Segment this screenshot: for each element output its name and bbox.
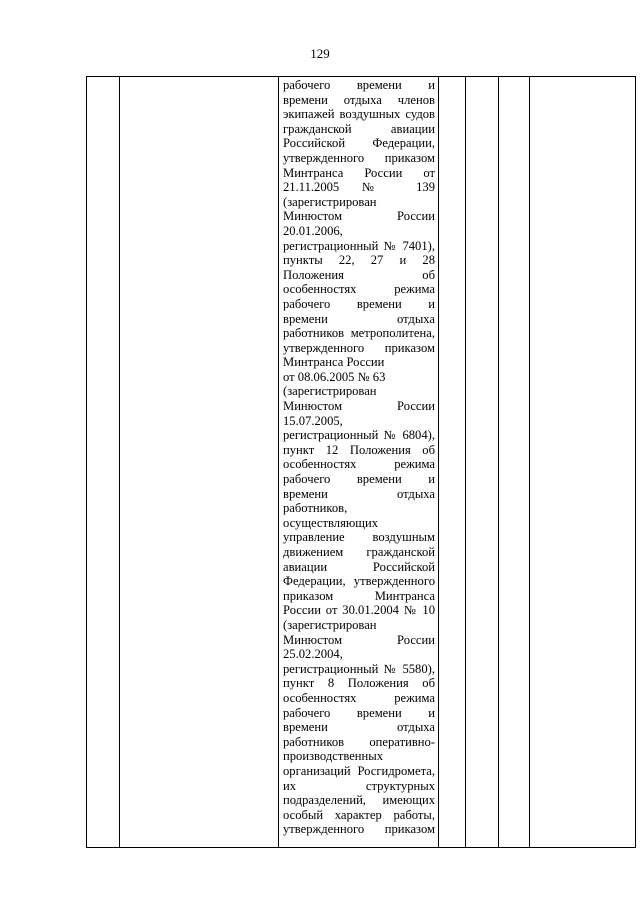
text-line: осуществляющих	[283, 515, 379, 530]
text-line: Положения об	[283, 267, 435, 282]
table-cell-7	[530, 77, 636, 848]
text-line: регистрационный № 7401),	[283, 238, 435, 253]
text-line: рабочего времени и	[283, 705, 435, 720]
text-line: движением гражданской	[283, 545, 435, 559]
text-line: авиации Российской	[283, 559, 435, 574]
text-line: управление воздушным	[283, 530, 435, 545]
legal-basis-text	[279, 77, 438, 837]
text-line: Федерации, утвержденного	[283, 574, 435, 589]
text-line: организаций Росгидромета,	[283, 763, 435, 778]
text-line: рабочего времени и	[283, 296, 435, 311]
text-line: работников,	[283, 501, 348, 516]
text-line: времени отдыха членов	[283, 92, 435, 107]
text-line: Минтранса России	[283, 355, 385, 370]
text-line: регистрационный № 6804),	[283, 428, 435, 443]
text-line: 20.01.2006,	[283, 223, 343, 238]
text-line: утвержденного приказом	[283, 340, 435, 355]
text-line: приказом Минтранса	[283, 588, 435, 603]
text-line: гражданской авиации	[283, 121, 435, 136]
text-line: рабочего времени и	[283, 472, 435, 487]
text-line: их структурных	[283, 778, 435, 793]
text-line: особенностях режима	[283, 282, 435, 297]
text-line: особенностях режима	[283, 457, 435, 472]
text-line: утвержденного приказом	[283, 822, 435, 837]
page-number: 129	[310, 46, 330, 61]
table-cell-5	[466, 77, 499, 848]
text-line: Минюстом России	[283, 632, 435, 647]
table-cell-2	[120, 77, 279, 848]
text-line: времени отдыха	[283, 720, 435, 735]
text-line: времени отдыха	[283, 311, 435, 326]
table-cell-legal-basis	[279, 77, 439, 848]
table-row	[87, 77, 636, 848]
text-line: экипажей воздушных судов	[283, 107, 435, 122]
text-line: рабочего времени и	[283, 78, 435, 92]
text-line: работников оперативно-	[283, 734, 435, 749]
text-line: (зарегистрирован	[283, 194, 377, 209]
text-line: (зарегистрирован	[283, 617, 377, 632]
text-line: регистрационный № 5580),	[283, 661, 435, 676]
table-cell-6	[499, 77, 530, 848]
text-line: пункты 22, 27 и 28	[283, 253, 435, 268]
text-line: работников метрополитена,	[283, 326, 435, 341]
document-table	[86, 76, 636, 848]
text-line: Минюстом России	[283, 399, 435, 414]
text-line: Российской Федерации,	[283, 136, 435, 151]
text-line: пункт 12 Положения об	[283, 442, 435, 457]
text-line: утвержденного приказом	[283, 150, 435, 165]
text-line: времени отдыха	[283, 486, 435, 501]
text-line: особый характер работы,	[283, 807, 435, 822]
text-line: Минтранса России от	[283, 165, 435, 180]
text-line: Минюстом России	[283, 209, 435, 224]
table-cell-1	[87, 77, 120, 848]
text-line: России от 30.01.2004 № 10	[283, 603, 435, 618]
text-line: (зарегистрирован	[283, 384, 377, 399]
text-line: особенностях режима	[283, 690, 435, 705]
text-line: пункт 8 Положения об	[283, 676, 435, 691]
text-line: 21.11.2005 № 139	[283, 180, 435, 195]
text-line: подразделений, имеющих	[283, 793, 435, 808]
text-line: 25.02.2004,	[283, 647, 343, 662]
text-line: от 08.06.2005 № 63	[283, 369, 386, 384]
text-line: производственных	[283, 749, 384, 764]
text-line: 15.07.2005,	[283, 413, 343, 428]
table-cell-4	[439, 77, 466, 848]
